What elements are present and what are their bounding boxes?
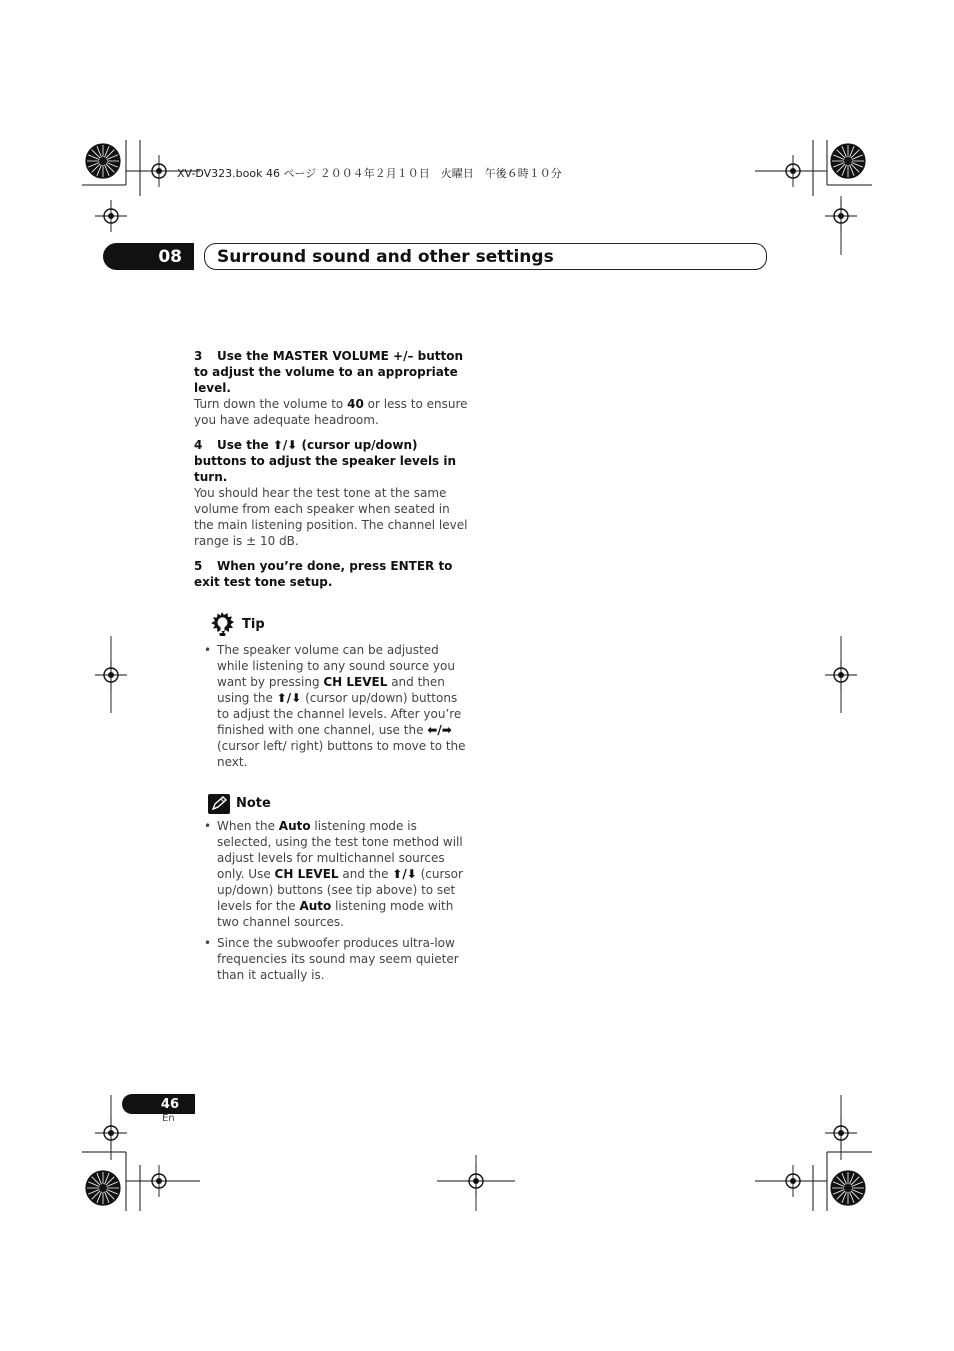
button-name: CH LEVEL <box>323 675 388 689</box>
starburst-mark-top-left <box>86 144 120 178</box>
volume-value: 40 <box>347 397 364 411</box>
list-item: • Since the subwoofer produces ultra-low frequencies its sound may seem quieter than it actually is. <box>204 935 470 983</box>
page-number: 46 <box>160 1096 179 1112</box>
chapter-number: 08 <box>158 246 182 267</box>
step-title-text: When you’re done, press ENTER to exit test tone setup. <box>194 559 453 589</box>
tip-text: (cursor up/down) buttons to adjust the channel levels. After you’re finished with one channel, use the <box>217 691 462 737</box>
list-item <box>204 642 470 770</box>
note-text: (cursor up/down) buttons (see tip above) to set levels for the <box>217 867 463 913</box>
note-heading <box>208 794 470 814</box>
page-language: En <box>162 1113 175 1124</box>
chapter-title-box <box>204 243 767 270</box>
step-title <box>194 348 470 396</box>
chapter-title: Surround sound and other settings <box>217 246 554 267</box>
note-text: listening mode with two channel sources. <box>217 899 454 929</box>
up-down-arrow-icon: ⬆/⬇ <box>272 438 298 452</box>
tip-text: (cursor left/ right) buttons to move to the next. <box>217 739 466 769</box>
step-5 <box>194 558 470 590</box>
page-number-tab <box>122 1094 195 1114</box>
tip-text: The speaker volume can be adjusted while listening to any sound source you want by pressing <box>217 643 455 689</box>
note-text: and the <box>338 867 393 881</box>
note-text: listening mode is selected, using the test tone method will adjust levels for multichannel sources only. Use <box>217 819 463 881</box>
chapter-number-tab <box>103 243 194 270</box>
step-body-text: Turn down the volume to <box>194 397 348 411</box>
tip-list <box>194 642 470 770</box>
step-4 <box>194 437 470 549</box>
starburst-mark-bottom-right <box>831 1171 865 1205</box>
note-list <box>194 818 470 983</box>
step-body: You should hear the test tone at the same volume from each speaker when seated in the main listening position. The channel level range is ± 10 dB. <box>194 486 468 548</box>
step-body-text: or less to ensure you have adequate headroom. <box>194 397 468 427</box>
lightbulb-icon <box>208 612 236 638</box>
step-title-text: (cursor up/down) buttons to adjust the speaker levels in turn. <box>194 438 457 484</box>
step-number: 4 <box>194 438 203 452</box>
note-text: When the <box>217 819 279 833</box>
mode-name: Auto <box>299 899 332 913</box>
step-title <box>194 437 470 485</box>
button-name: CH LEVEL <box>274 867 339 881</box>
list-item <box>204 818 470 930</box>
tip-text: and then using the <box>217 675 445 705</box>
left-right-arrow-icon: ⬅/➡ <box>427 723 452 737</box>
step-3 <box>194 348 470 428</box>
step-title <box>194 558 470 590</box>
tip-label: Tip <box>242 617 265 632</box>
crosshair-mark <box>95 200 127 232</box>
step-title-text: Use the <box>217 438 273 452</box>
mode-name: Auto <box>278 819 311 833</box>
tip-heading <box>208 612 470 638</box>
note-label: Note <box>236 796 271 811</box>
up-down-arrow-icon: ⬆/⬇ <box>392 867 417 881</box>
print-header-line: XV-DV323.book 46 ページ ２００４年２月１０日 火曜日 午後６時１０分 <box>177 167 562 180</box>
step-body <box>194 396 470 428</box>
step-number: 3 <box>194 349 203 363</box>
starburst-mark-top-right <box>831 144 865 178</box>
main-column <box>194 348 470 988</box>
starburst-mark-bottom-left <box>86 1171 120 1205</box>
step-number: 5 <box>194 559 203 573</box>
pencil-note-icon <box>208 794 230 814</box>
step-title-text: Use the MASTER VOLUME +/– button to adjust the volume to an appropriate level. <box>194 349 464 395</box>
up-down-arrow-icon: ⬆/⬇ <box>276 691 302 705</box>
